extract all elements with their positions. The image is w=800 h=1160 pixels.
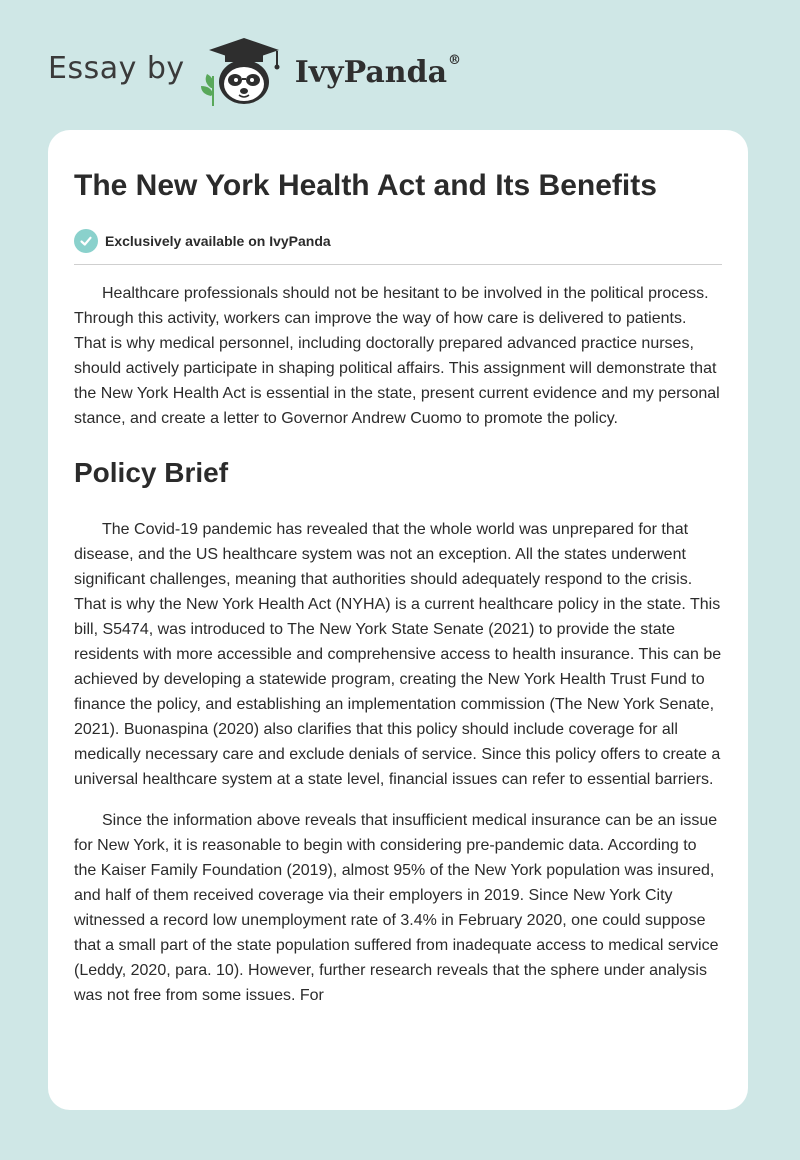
brand-text: IvyPanda (294, 54, 448, 90)
intro-paragraph: Healthcare professionals should not be hesitant to be involved in the political process. Through this activity, workers can improve the way of how care is delivered to patients. That is why medical personnel, including doctorally prepared advanced practice nurses, should actively participate in shaping political affairs. This assignment will demonstrate that the New York Health Act is essential in the state, present current evidence and my personal stance, and create a letter to Governor Andrew Cuomo to promote the policy. (74, 285, 720, 427)
exclusive-badge (74, 228, 722, 254)
article-card (48, 130, 748, 1110)
body-paragraph-2: Since the information above reveals that insufficient medical insurance can be an issue for New York, it is reasonable to begin with considering pre-pandemic data. According to the Kaiser Family Foundation (2019), almost 95% of the New York population was insured, and half of them received coverage via their employers in 2019. Since New York City witnessed a record low unemployment rate of 3.4% in February 2020, one could suppose that a small part of the state population suffered from inadequate access to medical service (Leddy, 2020, para. 10). However, further research reveals that the sphere under analysis was not free from some issues. For (74, 812, 719, 1004)
essay-by-label: Essay by (48, 50, 185, 86)
article-title: The New York Health Act and Its Benefits (74, 169, 657, 202)
body-paragraph-1: The Covid-19 pandemic has revealed that the whole world was unprepared for that disease, and the US healthcare system was not an exception. All the states underwent significant challenges, meaning that authorities should adequately respond to the crisis. That is why the New York Health Act (NYHA) is a current healthcare policy in the state. This bill, S5474, was introduced to The New York State Senate (2021) to provide the state residents with more accessible and comprehensive access to health insurance. This can be achieved by developing a statewide program, creating the New York Health Trust Fund to finance the policy, and establishing an implementation commission (The New York Senate, 2021). Buonaspina (2020) also clarifies that this policy should include coverage for all medically necessary care and exclude denials of service. Since this policy offers to create a universal healthcare system at a state level, financial issues can refer to essential barriers. (74, 521, 722, 788)
site-header (48, 36, 461, 108)
section-heading: Policy Brief (74, 457, 229, 488)
panda-graduate-logo-icon[interactable] (199, 36, 289, 108)
brand-name[interactable] (294, 52, 462, 90)
divider (74, 264, 722, 265)
check-circle-icon (74, 229, 98, 253)
registered-mark: ® (448, 52, 462, 68)
article-content (74, 166, 722, 1008)
exclusive-text: Exclusively available on IvyPanda (105, 233, 331, 249)
